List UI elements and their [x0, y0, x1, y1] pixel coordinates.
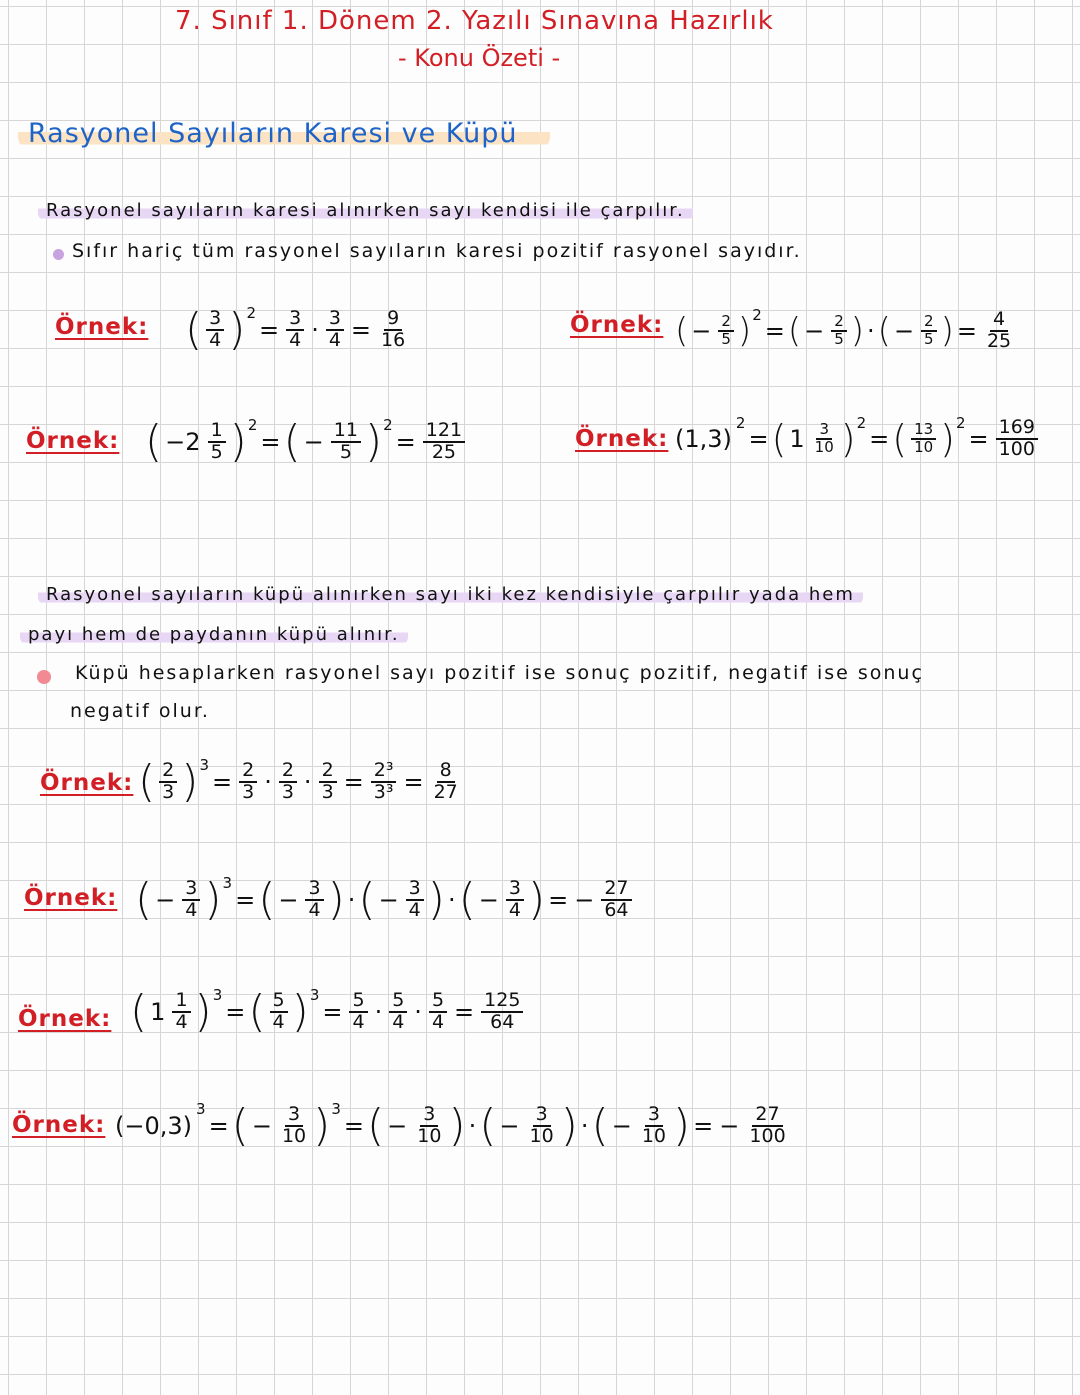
example-label: Örnek: — [24, 885, 118, 911]
fraction — [639, 1105, 669, 1147]
fraction-numerator: 2 — [319, 761, 337, 783]
fraction-numerator: 3 — [285, 1105, 303, 1127]
exponent: 3 — [212, 986, 223, 1004]
fraction-denominator: 25 — [431, 441, 456, 463]
math-minus: − — [387, 1112, 408, 1140]
math-equals: = — [260, 428, 281, 456]
math-paren: ) — [840, 416, 856, 461]
example-cube-mixed-1-1-4 — [130, 986, 527, 1037]
math-paren: ) — [364, 416, 383, 467]
fraction — [279, 1105, 309, 1147]
exponent: 2 — [735, 414, 746, 432]
math-paren: ( — [135, 874, 153, 925]
math-equals: = — [548, 886, 569, 914]
math-paren: ) — [181, 756, 199, 807]
fraction-denominator: 16 — [381, 329, 406, 351]
math-dot: · — [468, 1112, 477, 1140]
bullet-dot-icon — [53, 249, 64, 260]
fraction-numerator: 9 — [384, 309, 402, 331]
fraction-numerator: 1 — [208, 421, 226, 443]
fraction-numerator: 3 — [305, 879, 323, 901]
math-number: −2 — [165, 428, 201, 456]
math-paren: ( — [145, 416, 163, 467]
fraction — [349, 991, 367, 1033]
fraction-numerator: 1 — [172, 991, 190, 1013]
fraction-numerator: 5 — [349, 991, 367, 1013]
fraction-denominator: 10 — [281, 1125, 307, 1147]
fraction-denominator: 4 — [392, 1011, 405, 1033]
fraction-denominator: 4 — [508, 899, 521, 921]
fraction — [406, 879, 424, 921]
fraction-numerator: 13 — [911, 422, 936, 440]
exponent: 2 — [856, 414, 867, 432]
page-subtitle: - Konu Özeti - — [398, 44, 561, 72]
fraction-numerator: 11 — [331, 421, 361, 443]
fraction-numerator: 5 — [389, 991, 407, 1013]
fraction — [429, 991, 447, 1033]
math-equals: = — [395, 428, 416, 456]
fraction-numerator: 169 — [996, 418, 1038, 440]
fraction-denominator: 4 — [272, 1011, 285, 1033]
fraction — [286, 309, 304, 351]
math-paren: ) — [229, 416, 247, 467]
math-equals: = — [258, 316, 280, 344]
math-equals: = — [211, 768, 233, 796]
cube-note-text-line1: Küpü hesaplarken rasyonel sayı pozitif ise sonuç pozitif, negatif ise sonuç — [75, 662, 924, 684]
exponent: 2 — [247, 416, 258, 434]
fraction — [481, 991, 523, 1033]
exponent: 3 — [222, 874, 233, 892]
math-minus: − — [155, 886, 176, 914]
math-equals: = — [956, 316, 977, 345]
fraction-numerator: 125 — [481, 991, 523, 1013]
math-minus: − — [303, 428, 324, 456]
math-equals: = — [322, 998, 343, 1026]
math-dot: · — [311, 316, 319, 344]
math-equals: = — [454, 998, 475, 1026]
math-equals: = — [343, 768, 364, 796]
fraction-denominator: 3 — [281, 781, 294, 803]
math-paren: ) — [850, 310, 865, 351]
math-minus: − — [499, 1112, 520, 1140]
fraction-denominator: 4 — [209, 329, 222, 351]
example-label: Örnek: — [18, 1006, 112, 1032]
fraction — [206, 309, 224, 351]
example-cube-2-3 — [138, 756, 465, 807]
exponent: 2 — [383, 416, 393, 434]
math-minus: − — [478, 886, 499, 914]
fraction-numerator: 3 — [206, 309, 224, 331]
fraction-denominator: 64 — [604, 899, 629, 921]
fraction-numerator: 3 — [533, 1105, 551, 1127]
math-paren: ( — [458, 874, 476, 925]
fraction-denominator: 5 — [924, 329, 934, 348]
fraction-denominator: 4 — [175, 1011, 188, 1033]
fraction — [431, 761, 461, 803]
fraction — [984, 310, 1014, 352]
example-square-neg-2-5 — [675, 306, 1018, 352]
exponent: 3 — [331, 1100, 341, 1118]
math-paren: ) — [204, 874, 222, 925]
example-label: Örnek: — [55, 314, 149, 340]
math-equals: = — [968, 424, 989, 453]
math-equals: = — [764, 316, 785, 345]
math-dot: · — [303, 768, 312, 796]
fraction — [506, 879, 524, 921]
fraction-numerator: 3 — [326, 309, 344, 331]
math-paren: ) — [448, 1100, 466, 1151]
fraction-denominator: 5 — [210, 441, 223, 463]
math-paren: ( — [248, 986, 266, 1037]
math-minus: − — [691, 316, 712, 345]
math-equals: = — [403, 768, 424, 796]
math-paren: ( — [130, 986, 148, 1037]
fraction-denominator: 100 — [749, 1125, 786, 1147]
math-paren: ( — [138, 756, 156, 807]
fraction-denominator: 4 — [289, 329, 302, 351]
fraction-denominator: 4 — [185, 899, 198, 921]
fraction-denominator: 10 — [529, 1125, 554, 1147]
fraction-numerator: 2 — [831, 314, 847, 332]
example-label: Örnek: — [575, 426, 669, 452]
math-dot: · — [580, 1112, 589, 1140]
math-paren: ) — [673, 1100, 691, 1151]
example-square-mixed-2-1-5 — [145, 416, 469, 467]
fraction — [414, 1105, 444, 1147]
example-square-decimal-1-3 — [672, 414, 1042, 461]
math-paren: ( — [258, 874, 276, 925]
math-paren: ) — [940, 416, 955, 461]
fraction-denominator: 5 — [339, 441, 352, 463]
math-paren: ) — [737, 310, 752, 351]
square-rule-text: Rasyonel sayıların karesi alınırken sayı kendisi ile çarpılır. — [38, 200, 693, 221]
example-label: Örnek: — [40, 770, 134, 796]
math-paren: ) — [527, 874, 546, 925]
fraction-numerator: 5 — [270, 991, 288, 1013]
fraction-numerator: 3 — [645, 1105, 663, 1127]
math-paren: ) — [327, 874, 345, 925]
fraction-denominator: 3 — [162, 781, 175, 803]
fraction — [208, 421, 226, 463]
square-note-text: Sıfır hariç tüm rasyonel sayıların karesi pozitif rasyonel sayıdır. — [72, 240, 802, 262]
math-paren: ) — [427, 874, 445, 925]
exponent: 3 — [196, 1100, 206, 1118]
exponent: 2 — [246, 304, 256, 322]
math-dot: · — [347, 886, 356, 914]
exponent: 3 — [199, 756, 209, 774]
fraction-denominator: 64 — [490, 1011, 515, 1033]
fraction — [326, 309, 344, 351]
fraction — [746, 1105, 788, 1147]
fraction-numerator: 3 — [816, 422, 832, 440]
math-number: 1 — [789, 424, 805, 453]
fraction — [527, 1105, 557, 1147]
fraction — [331, 421, 361, 463]
fraction — [389, 991, 407, 1033]
math-equals: = — [343, 1112, 364, 1140]
example-cube-decimal-neg-0-3 — [112, 1100, 793, 1151]
page-title: 7. Sınıf 1. Dönem 2. Yazılı Sınavına Hazırlık — [175, 6, 774, 36]
math-minus: − — [251, 1112, 272, 1140]
math-minus: − — [611, 1112, 632, 1140]
math-minus: − — [893, 316, 915, 345]
fraction-numerator: 27 — [752, 1105, 782, 1127]
math-equals: = — [693, 1112, 714, 1140]
math-equals: = — [235, 886, 256, 914]
math-paren: ( — [366, 1100, 385, 1151]
fraction-denominator: 3 — [321, 781, 334, 803]
fraction-numerator: 2 — [921, 314, 937, 332]
math-equals: = — [869, 424, 890, 453]
fraction — [996, 418, 1038, 460]
fraction-denominator: 10 — [417, 1125, 442, 1147]
fraction-numerator: 2 — [279, 761, 297, 783]
fraction-denominator: 4 — [352, 1011, 365, 1033]
fraction — [601, 879, 631, 921]
fraction-numerator: 3 — [420, 1105, 438, 1127]
fraction-denominator: 25 — [986, 329, 1012, 352]
math-dot: · — [447, 886, 456, 914]
fraction — [831, 314, 847, 348]
fraction-numerator: 2³ — [371, 761, 397, 783]
fraction — [270, 991, 288, 1033]
section-heading: Rasyonel Sayıların Karesi ve Küpü — [18, 118, 550, 149]
fraction-numerator: 8 — [437, 761, 455, 783]
fraction — [371, 761, 397, 803]
cube-note-text-line2: negatif olur. — [70, 700, 210, 722]
math-minus: − — [719, 1112, 740, 1140]
math-number: (1,3) — [675, 424, 732, 453]
fraction-numerator: 4 — [990, 310, 1008, 332]
fraction-numerator: 121 — [423, 421, 465, 443]
fraction-numerator: 2 — [239, 761, 257, 783]
math-equals: = — [225, 998, 246, 1026]
fraction — [305, 879, 323, 921]
fraction — [319, 761, 337, 803]
fraction-numerator: 3 — [286, 309, 304, 331]
cube-rule-text-line2: payı hem de paydanın küpü alınır. — [20, 624, 408, 645]
fraction — [718, 314, 734, 348]
math-paren: ( — [675, 310, 689, 351]
math-paren: ) — [313, 1100, 331, 1151]
cube-rule-text-line1: Rasyonel sayıların küpü alınırken sayı iki kez kendisiyle çarpılır yada hem — [38, 584, 863, 605]
math-number: 1 — [150, 998, 166, 1026]
math-paren: ( — [877, 310, 891, 351]
fraction-numerator: 3 — [506, 879, 524, 901]
math-dot: · — [374, 998, 383, 1026]
fraction-denominator: 5 — [721, 329, 731, 348]
math-paren: ( — [771, 416, 787, 461]
fraction — [159, 761, 177, 803]
example-square-3-4 — [185, 304, 412, 355]
math-paren: ( — [479, 1100, 497, 1151]
math-number: (−0,3) — [115, 1112, 193, 1140]
math-equals: = — [208, 1112, 229, 1140]
fraction-denominator: 3 — [242, 781, 255, 803]
math-equals: = — [748, 424, 769, 453]
fraction-denominator: 3³ — [373, 781, 394, 803]
exponent: 2 — [752, 306, 762, 324]
fraction — [911, 422, 936, 456]
fraction-numerator: 5 — [429, 991, 447, 1013]
fraction — [378, 309, 408, 351]
math-paren: ( — [358, 874, 376, 925]
math-dot: · — [414, 998, 422, 1026]
fraction-denominator: 10 — [641, 1125, 666, 1147]
example-cube-neg-3-4 — [135, 874, 636, 925]
exponent: 2 — [956, 414, 966, 432]
math-paren: ( — [283, 416, 301, 467]
fraction — [239, 761, 257, 803]
math-paren: ) — [560, 1100, 578, 1151]
fraction — [921, 314, 937, 348]
fraction-numerator: 3 — [406, 879, 424, 901]
math-paren: ( — [892, 416, 908, 461]
fraction — [172, 991, 190, 1033]
math-paren: ) — [228, 304, 246, 355]
fraction-denominator: 5 — [834, 329, 844, 348]
fraction-denominator: 27 — [433, 781, 458, 803]
fraction-denominator: 4 — [308, 899, 321, 921]
math-dot: · — [867, 316, 875, 345]
fraction-numerator: 2 — [159, 761, 177, 783]
math-paren: ( — [787, 310, 802, 351]
math-minus: − — [378, 886, 399, 914]
example-label: Örnek: — [26, 428, 120, 454]
math-minus: − — [278, 886, 299, 914]
fraction — [423, 421, 465, 463]
bullet-dot-icon — [37, 670, 51, 684]
math-paren: ( — [231, 1100, 249, 1151]
math-paren: ) — [194, 986, 212, 1037]
fraction-denominator: 4 — [328, 329, 341, 351]
fraction-denominator: 10 — [814, 437, 834, 456]
math-paren: ) — [940, 310, 954, 351]
fraction — [279, 761, 297, 803]
math-dot: · — [264, 768, 272, 796]
fraction-denominator: 100 — [998, 437, 1035, 460]
math-paren: ( — [591, 1100, 609, 1151]
example-label: Örnek: — [12, 1112, 106, 1138]
math-paren: ( — [185, 304, 203, 355]
fraction-numerator: 27 — [601, 879, 631, 901]
example-label: Örnek: — [570, 312, 664, 338]
fraction-denominator: 4 — [408, 899, 421, 921]
fraction — [182, 879, 200, 921]
fraction-numerator: 2 — [718, 314, 734, 332]
fraction-denominator: 10 — [914, 437, 934, 456]
math-paren: ) — [291, 986, 309, 1037]
math-equals: = — [350, 316, 372, 344]
fraction — [812, 422, 837, 456]
math-minus: − — [804, 316, 825, 345]
fraction-numerator: 3 — [182, 879, 200, 901]
fraction-denominator: 4 — [431, 1011, 445, 1033]
math-minus: − — [574, 886, 595, 914]
exponent: 3 — [309, 986, 320, 1004]
